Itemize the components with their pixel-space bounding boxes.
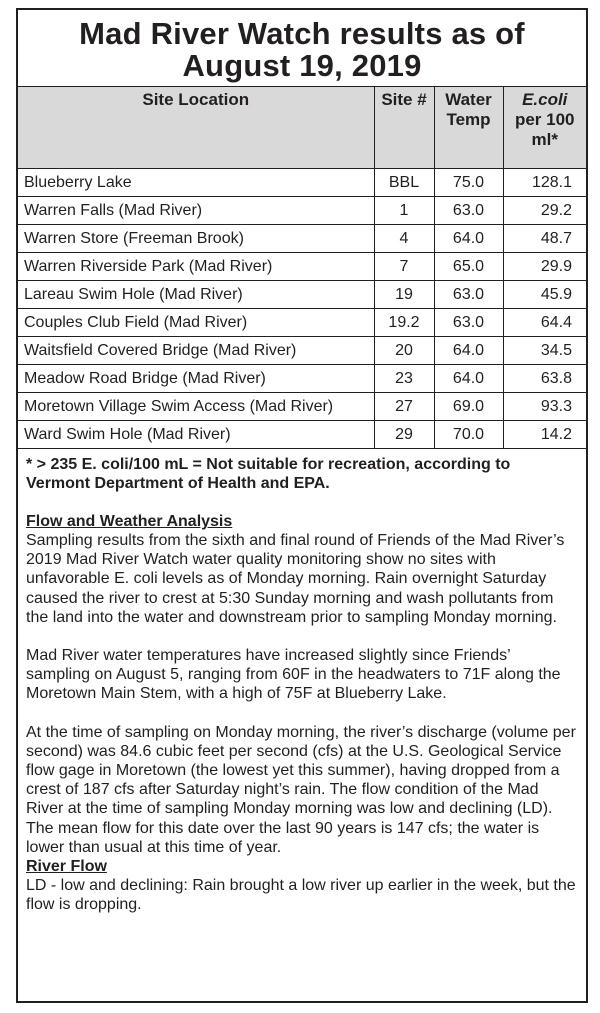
analysis-paragraph-1: Sampling results from the sixth and final round of Friends of the Mad River’s 2019 Mad River Watch water quality monitoring show no sites with unfavorable E. coli levels as of Monday morning. Rain overnight Saturday caused the river to crest at 5:30 Sunday morning and wash pollutants from the land into the water and downstream prior to sampling Monday morning. <box>26 532 565 626</box>
cell-site-location: Meadow Road Bridge (Mad River) <box>18 365 374 393</box>
cell-site-location: Waitsfield Covered Bridge (Mad River) <box>18 337 374 365</box>
cell-site-number: 29 <box>374 421 434 449</box>
cell-water-temp: 64.0 <box>434 337 503 365</box>
cell-site-location: Warren Falls (Mad River) <box>18 197 374 225</box>
cell-ecoli: 45.9 <box>503 281 586 309</box>
cell-site-number: BBL <box>374 169 434 197</box>
cell-ecoli: 63.8 <box>503 365 586 393</box>
cell-site-location: Lareau Swim Hole (Mad River) <box>18 281 374 309</box>
cell-water-temp: 63.0 <box>434 281 503 309</box>
cell-site-number: 7 <box>374 253 434 281</box>
cell-ecoli: 64.4 <box>503 309 586 337</box>
table-row <box>18 197 586 225</box>
cell-site-location: Couples Club Field (Mad River) <box>18 309 374 337</box>
analysis-paragraph-2: Mad River water temperatures have increased slightly since Friends’ sampling on August 5, ranging from 60F in the headwaters to 71F along the Moretown Main Stem, with a high of 75F at Blueberry Lake. <box>26 647 561 703</box>
cell-site-location: Warren Store (Freeman Brook) <box>18 225 374 253</box>
cell-site-location: Blueberry Lake <box>18 169 374 197</box>
cell-water-temp: 65.0 <box>434 253 503 281</box>
cell-ecoli: 48.7 <box>503 225 586 253</box>
cell-site-location: Moretown Village Swim Access (Mad River) <box>18 393 374 421</box>
cell-water-temp: 63.0 <box>434 197 503 225</box>
cell-water-temp: 69.0 <box>434 393 503 421</box>
cell-site-location: Ward Swim Hole (Mad River) <box>18 421 374 449</box>
cell-water-temp: 63.0 <box>434 309 503 337</box>
flow-weather-heading: Flow and Weather Analysis <box>26 513 233 530</box>
header-site-number: Site # <box>374 87 434 169</box>
table-row <box>18 337 586 365</box>
header-ecoli <box>503 87 586 169</box>
table-row <box>18 365 586 393</box>
table-row <box>18 253 586 281</box>
table-row <box>18 281 586 309</box>
cell-site-number: 23 <box>374 365 434 393</box>
header-ecoli-unit: per 100 ml* <box>514 110 575 149</box>
river-flow-paragraph: LD - low and declining: Rain brought a low river up earlier in the week, but the flow is dropping. <box>26 877 576 914</box>
river-flow-heading: River Flow <box>26 858 107 876</box>
cell-site-number: 4 <box>374 225 434 253</box>
table-row <box>18 393 586 421</box>
cell-water-temp: 64.0 <box>434 365 503 393</box>
title-line-2: August 19, 2019 <box>182 48 422 83</box>
cell-ecoli: 29.9 <box>503 253 586 281</box>
title-line-1: Mad River Watch results as of <box>79 16 525 51</box>
footnote: * > 235 E. coli/100 mL = Not suitable for recreation, according to Vermont Department of Health and EPA. <box>26 456 511 492</box>
cell-water-temp: 64.0 <box>434 225 503 253</box>
cell-water-temp: 75.0 <box>434 169 503 197</box>
cell-site-number: 27 <box>374 393 434 421</box>
page-title <box>18 10 586 86</box>
cell-ecoli: 128.1 <box>503 169 586 197</box>
table-row <box>18 169 586 197</box>
analysis-paragraph-3: At the time of sampling on Monday morning, the river’s discharge (volume per second) was 84.6 cubic feet per second (cfs) at the U.S. Geological Service flow gage in Moretown (the lowest yet this summer), having dropped from a crest of 187 cfs after Saturday night’s rain. The flow condition of the Mad River at the time of sampling Monday morning was low and declining (LD). The mean flow for this date over the last 90 years is 147 cfs; the water is lower than usual at this time of year. <box>26 723 576 856</box>
cell-site-location: Warren Riverside Park (Mad River) <box>18 253 374 281</box>
header-water-temp: Water Temp <box>434 87 503 169</box>
cell-ecoli: 14.2 <box>503 421 586 449</box>
results-panel <box>16 8 588 1003</box>
cell-site-number: 20 <box>374 337 434 365</box>
table-row <box>18 225 586 253</box>
cell-ecoli: 93.3 <box>503 393 586 421</box>
cell-site-number: 19 <box>374 281 434 309</box>
cell-ecoli: 34.5 <box>503 337 586 365</box>
header-site-location: Site Location <box>18 87 374 169</box>
cell-ecoli: 29.2 <box>503 197 586 225</box>
header-ecoli-italic: E.coli <box>522 90 568 109</box>
cell-water-temp: 70.0 <box>434 421 503 449</box>
cell-site-number: 19.2 <box>374 309 434 337</box>
table-row <box>18 421 586 449</box>
results-table <box>18 86 586 449</box>
cell-site-number: 1 <box>374 197 434 225</box>
table-row <box>18 309 586 337</box>
table-header-row <box>18 87 586 169</box>
